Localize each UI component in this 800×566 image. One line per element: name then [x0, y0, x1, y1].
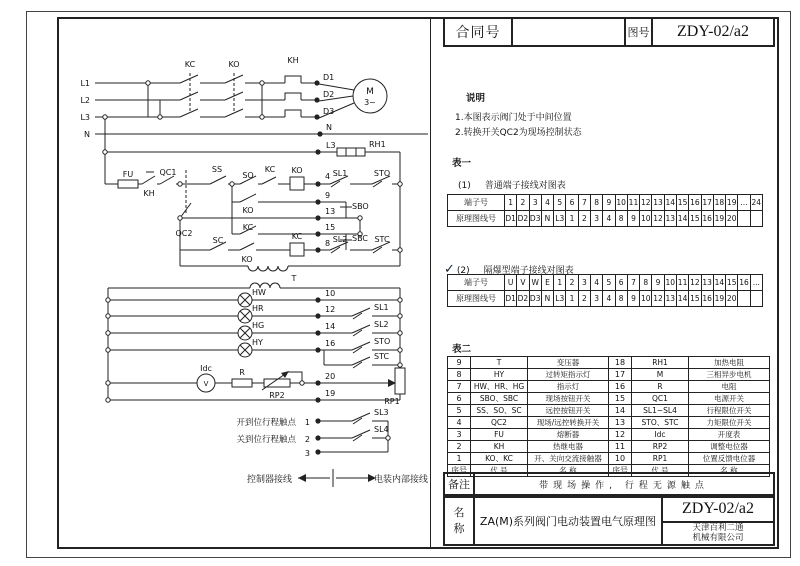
component-cell: 5	[448, 405, 471, 417]
terminal-table	[447, 194, 763, 227]
schematic-label: KC	[264, 165, 276, 174]
component-cell: T	[471, 357, 528, 369]
component-cell: 8	[448, 369, 471, 381]
component-cell: Idc	[632, 429, 689, 441]
terminal-cell: 19	[726, 195, 738, 211]
terminal-cell: 8	[615, 211, 627, 227]
schematic-label: D3	[323, 107, 335, 116]
schematic-label: HG	[252, 321, 265, 330]
schematic-label: 8	[325, 239, 331, 248]
terminal-cell: 13	[664, 211, 676, 227]
schematic-label: 12	[325, 305, 336, 314]
schematic-label: L3	[80, 113, 90, 122]
terminal-cell: W	[529, 275, 541, 291]
note-line: 1.本图表示阀门处于中间位置	[455, 113, 572, 123]
terminal-cell	[750, 211, 762, 227]
component-cell: 力矩限位开关	[689, 417, 770, 429]
contract-no-value	[511, 19, 624, 45]
component-cell: 开、关向交流接触器	[528, 453, 609, 465]
schematic-label: STC	[374, 352, 390, 361]
schematic-label: Idc	[200, 364, 212, 373]
terminal-cell: 4	[603, 211, 615, 227]
terminal-cell: 2	[566, 275, 578, 291]
terminal-cell: U	[505, 275, 517, 291]
schematic-label: 10	[325, 289, 336, 298]
remark-block	[443, 472, 775, 496]
explosionproof-terminal-table	[447, 274, 763, 307]
schematic-label: 13	[325, 207, 336, 216]
terminal-cell: 6	[615, 275, 627, 291]
schematic-label: N	[84, 130, 90, 139]
schematic-label: L3	[326, 141, 336, 150]
terminal-cell: 9	[652, 275, 664, 291]
component-cell: RP1	[632, 453, 689, 465]
schematic-label: RH1	[369, 140, 386, 149]
schematic-label: 15	[325, 223, 336, 232]
terminal-cell: ...	[750, 275, 762, 291]
caption-name: 普通端子接线对图表	[484, 181, 566, 191]
terminal-cell: ...	[738, 195, 750, 211]
component-cell: 2	[448, 441, 471, 453]
component-cell: SS、SO、SC	[471, 405, 528, 417]
schematic-label: RP1	[384, 397, 400, 406]
component-cell: HY	[471, 369, 528, 381]
terminal-cell: 3	[590, 211, 602, 227]
component-cell: 14	[609, 405, 632, 417]
terminal-cell: 1	[566, 291, 578, 307]
terminal-cell: N	[541, 291, 553, 307]
terminal-cell: 12	[689, 275, 701, 291]
terminal-cell: 10	[615, 195, 627, 211]
schematic-label: RP2	[269, 391, 285, 400]
component-cell: 名 称	[528, 465, 609, 477]
schematic-label: R	[239, 368, 245, 377]
schematic-label: 2	[304, 435, 310, 444]
caption-name: 隔爆型端子接线对图表	[483, 266, 574, 276]
normal-terminal-table	[447, 194, 763, 227]
terminal-cell: 4	[603, 291, 615, 307]
schematic-label: L1	[80, 79, 90, 88]
component-cell: 序号	[448, 465, 471, 477]
terminal-cell: 2	[517, 195, 529, 211]
table2-title: 表二	[452, 344, 472, 355]
schematic-label: KO	[291, 166, 303, 175]
component-cell: SL1~SL4	[632, 405, 689, 417]
terminal-cell: 12	[652, 211, 664, 227]
schematic-label: L2	[80, 96, 90, 105]
terminal-dots	[314, 80, 322, 454]
caption-index: (2)	[456, 266, 470, 276]
terminal-cell: 2	[578, 291, 590, 307]
component-table	[608, 356, 770, 477]
drawing-no-value: ZDY-02/a2	[651, 19, 773, 45]
caption-index: (1)	[458, 181, 471, 191]
component-cell: 现场/远控转换开关	[528, 417, 609, 429]
drawing-name: ZA(M)系列阀门电动装置电气原理图	[475, 498, 663, 544]
terminal-row-label: 端子号	[448, 275, 505, 291]
component-table	[447, 356, 609, 477]
terminal-cell: 14	[664, 195, 676, 211]
terminal-cell: 19	[713, 211, 725, 227]
component-cell: M	[632, 369, 689, 381]
component-cell: 现场按钮开关	[528, 393, 609, 405]
schematic-label: SL2	[374, 320, 389, 329]
terminal-cell: 4	[541, 195, 553, 211]
terminal-cell: 15	[726, 275, 738, 291]
terminal-cell: D3	[529, 211, 541, 227]
terminal-cell	[750, 291, 762, 307]
component-cell: QC1	[632, 393, 689, 405]
terminal-cell: N	[541, 211, 553, 227]
terminal-cell: 13	[664, 291, 676, 307]
terminal-cell: 15	[689, 211, 701, 227]
schematic-label: SBC	[352, 234, 369, 243]
component-cell: 调整电位器	[689, 441, 770, 453]
schematic-label: SS	[211, 165, 223, 174]
schematic-label: T	[291, 274, 297, 283]
schematic-label: FU	[122, 170, 134, 179]
schematic-label: 14	[325, 322, 336, 331]
schematic-label: KC	[242, 223, 254, 232]
terminal-table	[447, 274, 763, 307]
terminal-cell: 8	[590, 195, 602, 211]
terminal-cell: E	[541, 275, 553, 291]
component-cell: 开度表	[689, 429, 770, 441]
schematic-label: 电装内部接线	[374, 475, 429, 485]
component-cell: SBO、SBC	[471, 393, 528, 405]
component-cell: QC2	[471, 417, 528, 429]
name-label: 名 称	[445, 498, 475, 544]
terminal-cell: 9	[627, 211, 639, 227]
schematic-label: V	[203, 380, 209, 388]
terminal-row-label: 端子号	[448, 195, 505, 211]
schematic-label: SL1	[332, 169, 348, 178]
schematic-label: KO	[242, 206, 254, 215]
component-cell: 熔断器	[528, 429, 609, 441]
schematic-label: SC	[212, 236, 224, 245]
component-cell: 6	[448, 393, 471, 405]
terminal-cell: 3	[590, 291, 602, 307]
terminal-cell: L3	[554, 291, 566, 307]
terminal-cell: 13	[652, 195, 664, 211]
terminal-cell: 3	[529, 195, 541, 211]
component-cell: KO、KC	[471, 453, 528, 465]
component-cell: 序号	[609, 465, 632, 477]
schematic-label: SBO	[352, 202, 369, 211]
notes-heading: 说明	[466, 93, 486, 104]
component-list	[447, 356, 770, 477]
remark-label: 备注	[445, 474, 475, 494]
schematic-label: STC	[374, 235, 390, 244]
schematic-label: 20	[325, 372, 336, 381]
terminal-cell: 1	[505, 195, 517, 211]
terminal-cell: 9	[627, 291, 639, 307]
terminal-cell: 5	[603, 275, 615, 291]
terminal-row-label: 原理图线号	[448, 211, 505, 227]
schematic-label: HW	[252, 288, 266, 297]
terminal-cell: 7	[578, 195, 590, 211]
contract-no-label: 合同号	[455, 25, 501, 41]
component-cell: 电源开关	[689, 393, 770, 405]
terminal-cell: 14	[713, 275, 725, 291]
schematic-label: KC	[291, 232, 303, 241]
component-cell: RH1	[632, 357, 689, 369]
check-mark: ✓	[444, 262, 455, 277]
terminal-cell: D2	[517, 291, 529, 307]
schematic-label: 3~	[364, 98, 376, 107]
component-cell: 指示灯	[528, 381, 609, 393]
schematic-label: KO	[228, 60, 240, 69]
schematic-label: 4	[325, 172, 331, 181]
component-cell: 热继电器	[528, 441, 609, 453]
note-line: 2.转换开关QC2为现场控制状态	[455, 128, 582, 138]
terminal-cell: 14	[676, 211, 688, 227]
drawing-no-label: 图号	[624, 19, 651, 45]
terminal-cell: 20	[726, 291, 738, 307]
component-cell: 13	[609, 417, 632, 429]
component-cell: 15	[609, 393, 632, 405]
terminal-cell: 16	[689, 195, 701, 211]
schematic-label: KC	[184, 60, 196, 69]
component-cell: STO、STC	[632, 417, 689, 429]
terminal-cell: 10	[640, 211, 652, 227]
terminal-cell: 14	[676, 291, 688, 307]
terminal-cell: 17	[701, 195, 713, 211]
component-cell: 9	[448, 357, 471, 369]
schematic-label: 16	[325, 339, 336, 348]
component-cell: 7	[448, 381, 471, 393]
schematic-label: SL3	[374, 408, 389, 417]
component-cell: 18	[609, 357, 632, 369]
terminal-cell: 4	[590, 275, 602, 291]
schematic-label: D2	[323, 90, 335, 99]
component-cell: FU	[471, 429, 528, 441]
terminal-cell: 2	[578, 211, 590, 227]
terminal-cell: 8	[640, 275, 652, 291]
terminal-cell: 11	[627, 195, 639, 211]
schematic-label: STO	[373, 169, 391, 178]
component-cell: 3	[448, 429, 471, 441]
terminal-cell: 20	[726, 211, 738, 227]
footer-right	[663, 498, 773, 544]
component-cell: 名 称	[689, 465, 770, 477]
component-cell: 10	[609, 453, 632, 465]
terminal-cell: D2	[517, 211, 529, 227]
component-cell: 代 号	[632, 465, 689, 477]
footer-drawing-no: ZDY-02/a2	[663, 498, 773, 523]
table1-title: 表一	[452, 158, 472, 169]
schematic-label: QC1	[159, 168, 177, 177]
transformer-symbol	[248, 266, 288, 288]
schematic-label: SL1	[374, 303, 389, 312]
schematic-label: KH	[287, 56, 299, 65]
company-name: 天津百利二通 机械有限公司	[692, 522, 744, 544]
component-cell: 变压器	[528, 357, 609, 369]
schematic-label: QC2	[175, 229, 193, 238]
component-cell: 位置反馈电位器	[689, 453, 770, 465]
schematic-label: HY	[252, 338, 263, 347]
terminal-cell: 1	[554, 275, 566, 291]
lamp-symbols	[197, 293, 252, 392]
terminal-cell	[738, 211, 750, 227]
component-cell: 代 号	[471, 465, 528, 477]
terminal-cell: 10	[664, 275, 676, 291]
terminal-cell: 12	[652, 291, 664, 307]
component-cell: 12	[609, 429, 632, 441]
terminal-cell: 9	[603, 195, 615, 211]
terminal-cell: 11	[676, 275, 688, 291]
schematic-label: 关到位行程触点	[236, 435, 296, 445]
component-cell: RP2	[632, 441, 689, 453]
schematic-label: STO	[374, 337, 391, 346]
schematic-label: 19	[325, 389, 336, 398]
component-cell: 行程限位开关	[689, 405, 770, 417]
terminal-cell: 15	[689, 291, 701, 307]
component-cell: HW、HR、HG	[471, 381, 528, 393]
terminal-cell: 16	[701, 291, 713, 307]
terminal-cell: V	[517, 275, 529, 291]
terminal-cell: L3	[554, 211, 566, 227]
terminal-cell: 19	[713, 291, 725, 307]
schematic-label: SO	[242, 171, 254, 180]
terminal-cell: D3	[529, 291, 541, 307]
component-cell: 过转矩指示灯	[528, 369, 609, 381]
terminal-cell: D1	[505, 211, 517, 227]
component-cell: 三相异步电机	[689, 369, 770, 381]
schematic-label: 9	[325, 191, 331, 200]
terminal-cell: 6	[566, 195, 578, 211]
component-cell: KH	[471, 441, 528, 453]
terminal-row-label: 原理图线号	[448, 291, 505, 307]
component-cell: 11	[609, 441, 632, 453]
table1-caption-1	[458, 178, 566, 191]
terminal-cell: 5	[554, 195, 566, 211]
terminal-cell: 13	[701, 275, 713, 291]
component-cell: 1	[448, 453, 471, 465]
schematic-label: N	[326, 123, 332, 132]
component-cell: 4	[448, 417, 471, 429]
component-cell: 电阻	[689, 381, 770, 393]
schematic-label: SL4	[374, 425, 389, 434]
terminal-cell: 3	[578, 275, 590, 291]
title-block	[443, 17, 775, 47]
schematic-label: 3	[304, 449, 310, 458]
component-cell: 加热电阻	[689, 357, 770, 369]
terminal-cell: 12	[640, 195, 652, 211]
schematic-label: M	[366, 87, 374, 97]
component-cell: R	[632, 381, 689, 393]
terminal-cell: 15	[676, 195, 688, 211]
terminal-cell: 10	[640, 291, 652, 307]
name-block	[443, 496, 775, 546]
schematic-label: SL2	[332, 235, 348, 244]
schematic-label: 1	[304, 418, 310, 427]
terminal-cell: 16	[701, 211, 713, 227]
terminal-cell: 24	[750, 195, 762, 211]
component-cell: 16	[609, 381, 632, 393]
terminal-cell: 7	[627, 275, 639, 291]
remark-text: 带现场操作, 行程无源触点	[539, 480, 709, 491]
component-cell: 远控按钮开关	[528, 405, 609, 417]
schematic-label: KH	[143, 189, 155, 198]
schematic-label: HR	[252, 304, 264, 313]
schematic-label: D1	[323, 73, 335, 82]
terminal-cell: 18	[713, 195, 725, 211]
schematic-label: 控制器接线	[246, 475, 292, 485]
terminal-cell	[738, 291, 750, 307]
schematic-label: KO	[241, 255, 253, 264]
component-cell: 17	[609, 369, 632, 381]
terminal-cell: D1	[505, 291, 517, 307]
schematic-label: 开到位行程触点	[236, 418, 296, 428]
terminal-cell: 8	[615, 291, 627, 307]
terminal-cell: 1	[566, 211, 578, 227]
terminal-cell: 16	[738, 275, 750, 291]
